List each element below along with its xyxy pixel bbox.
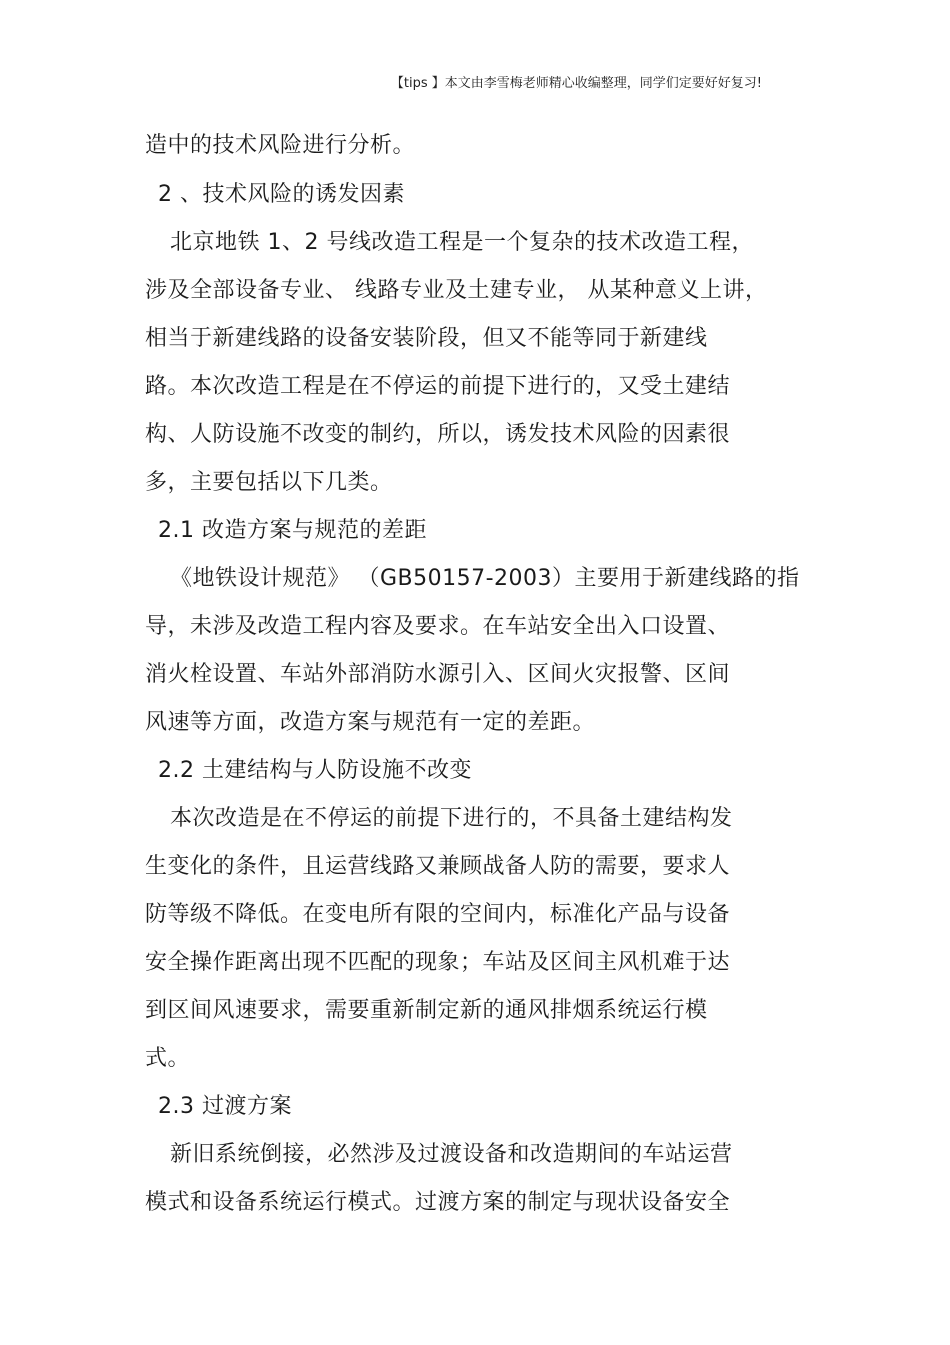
heading-2-1: 2.1 改造方案与规范的差距 bbox=[158, 518, 427, 543]
heading-2-2: 2.2 土建结构与人防设施不改变 bbox=[158, 758, 472, 783]
text-line-8: 多，主要包括以下几类。 bbox=[145, 470, 393, 495]
header-tip: 【tips 】本文由李雪梅老师精心收编整理，同学们定要好好复习! bbox=[390, 76, 762, 91]
text-line-23: 模式和设备系统运行模式。过渡方案的制定与现状设备安全 bbox=[145, 1190, 731, 1215]
text-line-6: 路。本次改造工程是在不停运的前提下进行的，又受土建结 bbox=[145, 374, 731, 399]
text-line-13: 风速等方面，改造方案与规范有一定的差距。 bbox=[145, 710, 596, 735]
text-line-7: 构、人防设施不改变的制约，所以，诱发技术风险的因素很 bbox=[145, 422, 731, 447]
heading-2-3: 2.3 过渡方案 bbox=[158, 1094, 292, 1119]
text-line-12: 消火栓设置、车站外部消防水源引入、区间火灾报警、区间 bbox=[145, 662, 731, 687]
text-line-22: 新旧系统倒接，必然涉及过渡设备和改造期间的车站运营 bbox=[170, 1142, 733, 1167]
text-line-15: 本次改造是在不停运的前提下进行的，不具备土建结构发 bbox=[170, 806, 733, 831]
text-line-17: 防等级不降低。在变电所有限的空间内，标准化产品与设备 bbox=[145, 902, 731, 927]
text-line-20: 式。 bbox=[145, 1046, 191, 1071]
heading-2: 2 、技术风险的诱发因素 bbox=[158, 182, 405, 207]
text-line-5: 相当于新建线路的设备安装阶段，但又不能等同于新建线 bbox=[145, 326, 708, 351]
text-line-1: 造中的技术风险进行分析。 bbox=[145, 133, 416, 158]
text-line-19: 到区间风速要求，需要重新制定新的通风排烟系统运行模 bbox=[145, 998, 708, 1023]
text-line-10: 《地铁设计规范》 （GB50157-2003）主要用于新建线路的指 bbox=[170, 566, 800, 591]
text-line-11: 导，未涉及改造工程内容及要求。在车站安全出入口设置、 bbox=[145, 614, 731, 639]
text-line-4: 涉及全部设备专业、 线路专业及土建专业， 从某种意义上讲， bbox=[145, 278, 768, 303]
text-line-3: 北京地铁 1、2 号线改造工程是一个复杂的技术改造工程， bbox=[170, 230, 754, 255]
text-line-18: 安全操作距离出现不匹配的现象；车站及区间主风机难于达 bbox=[145, 950, 731, 975]
text-line-16: 生变化的条件，且运营线路又兼顾战备人防的需要，要求人 bbox=[145, 854, 731, 879]
